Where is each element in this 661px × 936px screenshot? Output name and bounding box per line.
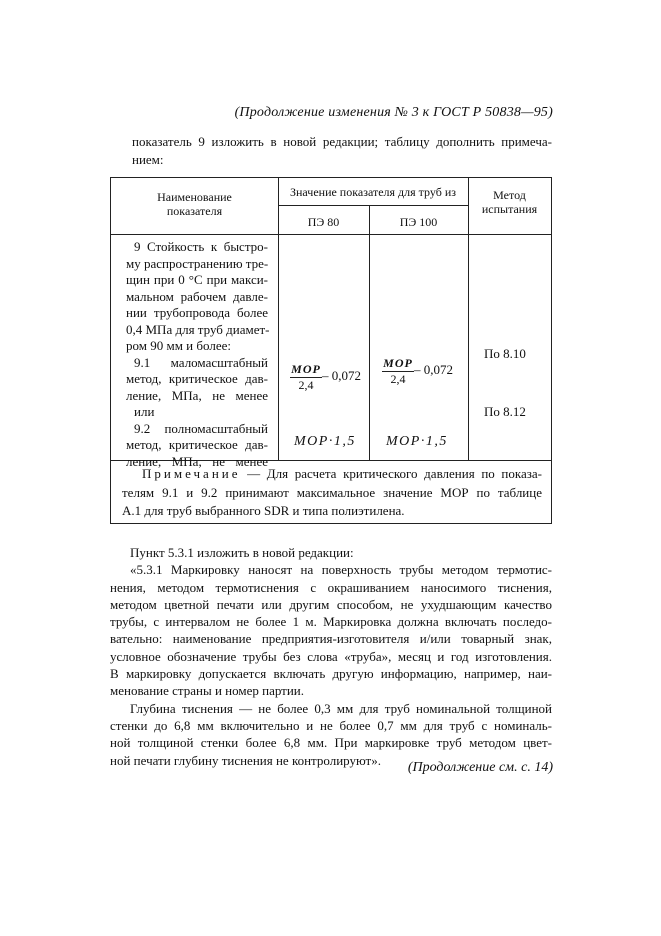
note-line: телям 9.1 и 9.2 принимают максимальное значение МОР по таблице bbox=[122, 484, 542, 500]
header-method-line: испытания bbox=[481, 202, 538, 216]
intro-paragraph bbox=[132, 133, 552, 169]
formula-fraction-pe80 bbox=[290, 362, 322, 393]
formula-fraction-pe100 bbox=[382, 356, 414, 387]
row-line: или bbox=[134, 404, 155, 419]
text-line: нения, методом термотиснения с окрашиванием наносимого тиснения, bbox=[110, 579, 552, 595]
text-line: трубы, с интервалом не более 1 м. Маркировка должна включать последо- bbox=[110, 614, 552, 630]
row-line: нии трубопровода более bbox=[126, 305, 268, 320]
row-line: мальном рабочем давле- bbox=[126, 288, 268, 304]
text-line: В маркировку допускается включать другую информацию, например, наи- bbox=[110, 666, 552, 682]
text-line: «5.3.1 Маркировку наносят на поверхность трубы методом термотис- bbox=[130, 562, 552, 578]
formula-denominator: 2,4 bbox=[390, 372, 406, 386]
method-9-2: По 8.12 bbox=[484, 404, 526, 419]
text-line: нием: bbox=[132, 152, 164, 167]
text-line: показатель 9 изложить в новой редакции; таблицу дополнить примеча- bbox=[132, 134, 552, 149]
method-9-1: По 8.10 bbox=[484, 346, 526, 361]
page-header: (Продолжение изменения № 3 к ГОСТ Р 50838—95) bbox=[234, 105, 553, 120]
text-line: методом цветной печати или другим способом, не ухудшающим качество bbox=[110, 596, 552, 612]
note-line-rest: — Для расчета критического давления по показа- bbox=[240, 466, 542, 481]
row-line: метод, критическое дав- bbox=[126, 437, 268, 452]
header-method bbox=[468, 188, 551, 216]
mop-value-pe80: MOP·1,5 bbox=[294, 434, 356, 449]
header-name-line: показателя bbox=[166, 204, 223, 218]
row-line: метод, критическое дав- bbox=[126, 371, 268, 386]
table-divider bbox=[468, 178, 469, 461]
header-pe100: ПЭ 100 bbox=[399, 215, 438, 229]
header-pe80: ПЭ 80 bbox=[307, 215, 340, 229]
text-line: менование страны и номер партии. bbox=[110, 683, 305, 699]
table-divider bbox=[111, 234, 551, 235]
header-method-line: Метод bbox=[493, 188, 526, 202]
indicator-row-text bbox=[126, 239, 268, 470]
row-line: ром 90 мм и более: bbox=[126, 338, 231, 353]
table-divider bbox=[278, 205, 468, 206]
row-line: му распространению тре- bbox=[126, 255, 269, 271]
note-line bbox=[122, 465, 542, 484]
text-line: Глубина тиснения — не более 0,3 мм для труб номинальной толщиной bbox=[130, 700, 552, 716]
row-line: 9 Стойкость к быстро- bbox=[134, 239, 268, 254]
text-line: условное обозначение трубы без слова «труба», месяц и год изготовления. bbox=[110, 648, 552, 664]
formula-rest-pe100: – 0,072 bbox=[414, 362, 453, 377]
row-line: 9.2 полномасштабный bbox=[134, 420, 268, 436]
text-line: стенки до 6,8 мм включительно и не более 0,7 мм для труб с номиналь- bbox=[110, 717, 552, 733]
text-line: ной печати глубину тиснения не контролируют». bbox=[110, 752, 381, 768]
row-line: ление, МПа, не менее bbox=[126, 453, 268, 469]
header-value: Значение показателя для труб из bbox=[290, 185, 456, 199]
body-paragraph bbox=[110, 544, 552, 769]
formula-numerator: MOP bbox=[291, 362, 321, 376]
formula-rest-pe80: – 0,072 bbox=[322, 368, 361, 383]
formula-numerator: MOP bbox=[383, 356, 413, 370]
table-divider bbox=[369, 206, 370, 461]
header-name bbox=[111, 190, 278, 218]
note-label: Примечание bbox=[142, 466, 241, 481]
page-footer: (Продолжение см. с. 14) bbox=[407, 760, 553, 775]
mop-value-pe100: MOP·1,5 bbox=[386, 434, 448, 449]
row-line: ление, МПа, не менее bbox=[126, 387, 268, 403]
table-note bbox=[122, 465, 542, 521]
formula-denominator: 2,4 bbox=[298, 378, 314, 392]
note-line: А.1 для труб выбранного SDR и типа полиэтилена. bbox=[122, 503, 405, 518]
text-line: вательно: наименование предприятия-изготовителя и/или товарный знак, bbox=[110, 631, 552, 647]
text-line: Пункт 5.3.1 изложить в новой редакции: bbox=[130, 545, 354, 560]
row-line: щин при 0 °С при макси- bbox=[126, 272, 268, 287]
row-line: 0,4 МПа для труб диамет- bbox=[126, 321, 270, 337]
text-line: ной толщиной стенки более 6,8 мм. При маркировке труб методом цвет- bbox=[110, 735, 552, 751]
row-line: 9.1 маломасштабный bbox=[134, 354, 268, 370]
header-name-line: Наименование bbox=[157, 190, 232, 204]
